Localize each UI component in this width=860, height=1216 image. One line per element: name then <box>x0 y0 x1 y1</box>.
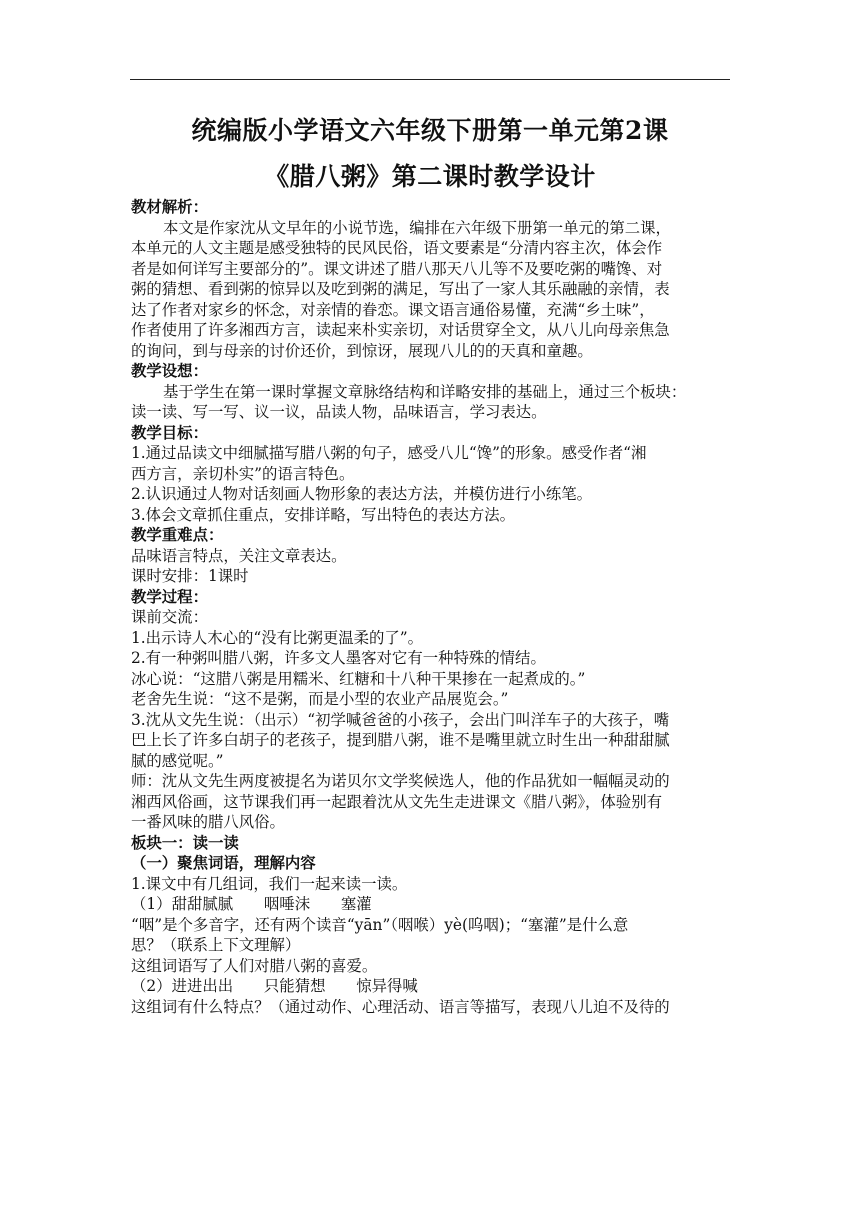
body-line: 达了作者对家乡的怀念，对亲情的眷恋。课文语言通俗易懂，充满“乡土味”， <box>131 300 655 319</box>
section-heading: 教学重难点： <box>131 526 224 544</box>
body-line: （1）甜甜腻腻 咽唾沫 塞灌 <box>131 895 372 913</box>
body-line: 品味语言特点，关注文章表达。 <box>131 546 347 565</box>
body-line: 这组词语写了人们对腊八粥的喜爱。 <box>131 956 378 975</box>
section-heading: 板块一：读一读 <box>131 833 239 852</box>
body-line: 湘西风俗画，这节课我们再一起跟着沈从文先生走进课文《腊八粥》，体验别有 <box>131 792 662 811</box>
body-line: 西方言，亲切朴实”的语言特色。 <box>131 464 355 483</box>
section-heading: 教学目标： <box>131 423 208 442</box>
body-line: 这组词有什么特点？（通过动作、心理活动、语言等描写，表现八儿迫不及待的 <box>131 997 670 1016</box>
body-line: 本文是作家沈从文早年的小说节选，编排在六年级下册第一单元的第二课， <box>163 218 671 237</box>
body-line: 2.有一种粥叫腊八粥，许多文人墨客对它有一种特殊的情结。 <box>131 649 546 667</box>
body-line: 巴上长了许多白胡子的老孩子，提到腊八粥，谁不是嘴里就立时生出一种甜甜腻 <box>131 731 670 749</box>
body-line: 1.课文中有几组词，我们一起来读一读。 <box>131 874 408 893</box>
section-heading: 教学过程： <box>131 587 208 606</box>
body-line: 1.通过品读文中细腻描写腊八粥的句子，感受八儿“馋”的形象。感受作者“湘 <box>131 444 647 462</box>
body-line: （2）进进出出 只能猜想 惊异得喊 <box>131 977 418 995</box>
body-line: 1.出示诗人木心的“没有比粥更温柔的了”。 <box>131 628 424 647</box>
body-line: 基于学生在第一课时掌握文章脉络结构和详略安排的基础上，通过三个板块： <box>163 382 687 401</box>
body-line: 作者使用了许多湘西方言，读起来朴实亲切，对话贯穿全文，从八儿向母亲焦急 <box>131 321 670 339</box>
body-line: 腻的感觉呢。” <box>131 751 224 770</box>
body-line: “咽”是个多音字，还有两个读音“yān”（咽喉）yè(呜咽)；“塞灌”是什么意 <box>131 915 629 934</box>
body-line: 本单元的人文主题是感受独特的民风民俗，语文要素是“分清内容主次，体会作 <box>131 239 663 257</box>
header-rule <box>130 79 730 80</box>
body-line: 的询问，到与母亲的讨价还价，到惊讶，展现八儿的的天真和童趣。 <box>131 341 593 360</box>
body-line: 者是如何详写主要部分的”。课文讲述了腊八那天八儿等不及要吃粥的嘴馋、对 <box>131 259 663 278</box>
document-title: 统编版小学语文六年级下册第一单元第2课 <box>191 116 669 145</box>
body-line: 师：沈从文先生两度被提名为诺贝尔文学奖候选人，他的作品犹如一幅幅灵动的 <box>131 772 670 790</box>
body-line: 课前交流： <box>131 608 208 626</box>
body-line: 思？（联系上下文理解） <box>131 936 301 954</box>
section-heading: （一）聚焦词语，理解内容 <box>131 854 316 872</box>
document-body <box>131 197 731 1017</box>
section-heading: 教学设想： <box>131 362 208 380</box>
body-line: 3.体会文章抓住重点，安排详略，写出特色的表达方法。 <box>131 505 516 524</box>
section-heading: 教材解析： <box>131 198 208 216</box>
body-line: 冰心说：“这腊八粥是用糯米、红糖和十八种干果掺在一起煮成的。” <box>131 669 586 688</box>
body-line: 一番风味的腊八风俗。 <box>131 813 285 831</box>
body-line: 2.认识通过人物对话刻画人物形象的表达方法，并模仿进行小练笔。 <box>131 485 593 503</box>
body-line: 粥的猜想、看到粥的惊异以及吃到粥的满足，写出了一家人其乐融融的亲情，表 <box>131 280 670 298</box>
body-line: 读一读、写一写、议一议，品读人物，品味语言，学习表达。 <box>131 403 547 421</box>
document-subtitle: 《腊八粥》第二课时教学设计 <box>264 162 596 191</box>
body-line: 老舍先生说：“这不是粥，而是小型的农业产品展览会。” <box>131 690 509 708</box>
body-line: 课时安排：1课时 <box>131 567 249 585</box>
body-line: 3.沈从文先生说：（出示）“初学喊爸爸的小孩子，会出门叫洋车子的大孩子，嘴 <box>131 710 670 729</box>
